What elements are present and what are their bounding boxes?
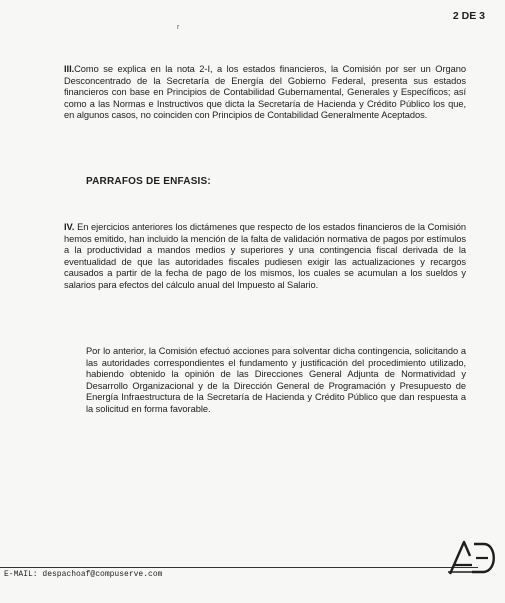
paragraph-number: IV. <box>64 222 75 232</box>
stray-mark: r <box>177 24 180 31</box>
firm-logo-icon <box>448 538 500 576</box>
page-number: 2 DE 3 <box>452 10 485 22</box>
paragraph-number: III. <box>64 64 75 74</box>
paragraph-text: Como se explica en la nota 2-I, a los estados financieros, la Comisión por ser un Organo Desconcentrado de la Secretaría de Energía del Gobierno Federal, presenta sus estados financieros con base en Principios de Contabilidad Gubernamental, Generales y Específicos; así como a las Normas e Instructivos que dicta la Secretaría de Hacienda y Crédito Público los que, en algunos casos, no coinciden con Principios de Contabilidad Generalmente Aceptados. <box>64 64 466 121</box>
paragraph-text: En ejercicios anteriores los dictámenes que respecto de los estados financieros de la Comisión hemos emitido, han incluido la mención de la falta de validación normativa de pagos por estímulos a la productividad a mandos medios y superiores y una contingencia fiscal derivada de la eventualidad de que las autoridades fiscales pudiesen exigir las actualizaciones y recargos causados a partir de la fecha de pago de los mismos, los cuales se acumulan a los sueldos y salarios para efectos del cálculo anual del Impuesto al Salario. <box>64 222 466 290</box>
paragraph-text: Por lo anterior, la Comisión efectuó acciones para solventar dicha contingencia, solicitando a las autoridades correspondientes el fundamento y justificación del procedimiento utilizado, habiendo obtenido la opinión de las Direcciones General Adjunta de Normatividad y Desarrollo Organizacional y de la Dirección General de Programación y Presupuesto de Energía Infraestructura de la Secretaría de Hacienda y Crédito Público que dan respuesta a la solicitud en forma favorable. <box>86 346 466 414</box>
paragraph-continuation <box>86 346 466 416</box>
footer-email: E-MAIL: despachoaf@compuserve.com <box>4 570 163 579</box>
paragraph-iv <box>64 222 466 292</box>
footer-divider <box>0 567 478 568</box>
paragraph-iii <box>64 64 466 122</box>
section-heading: PARRAFOS DE ENFASIS: <box>86 176 211 187</box>
